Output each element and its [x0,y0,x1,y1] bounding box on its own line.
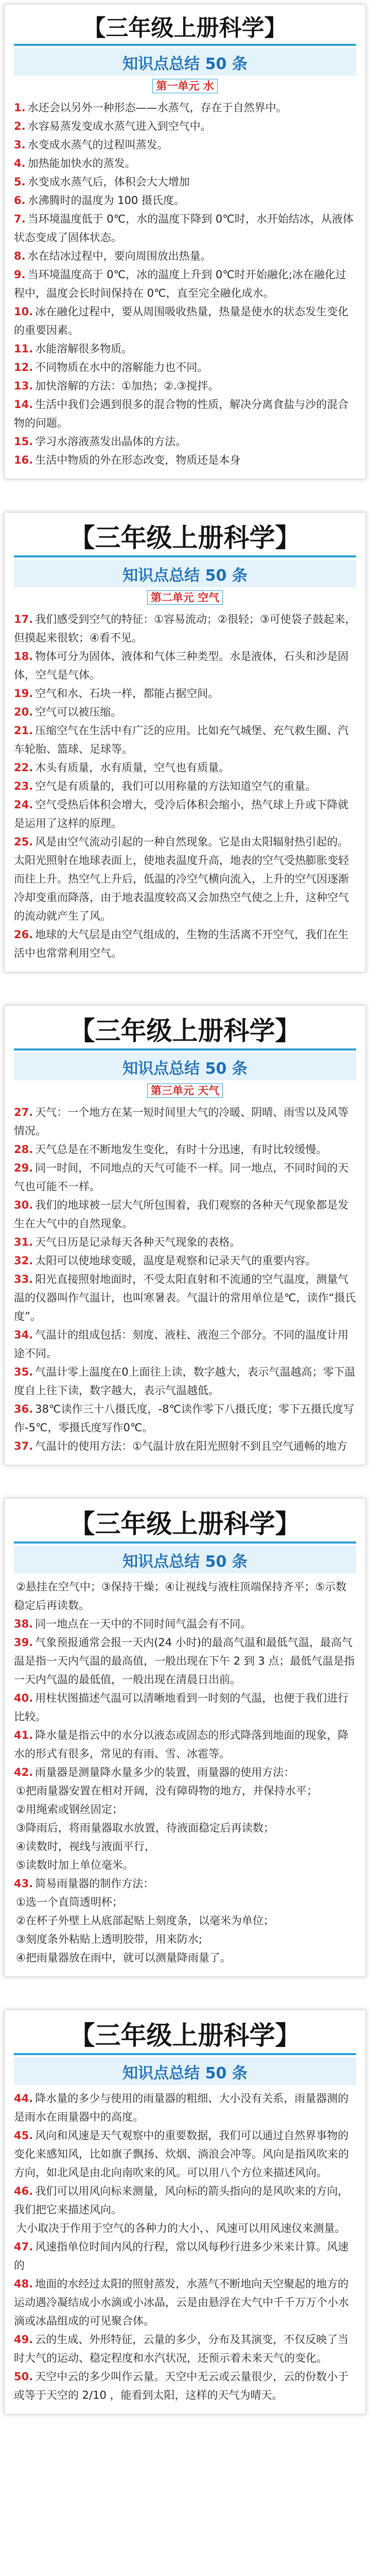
item-number: 23. [14,780,33,793]
item-text: 风向和风速是天气观察中的重要数据，我们可以通过自然界事物的变化来感知风，比如旗子飘扬、炊烟、淌浪会冲等。风向是指风吹来的方向，如北风是由北向南吹来的风。可以用八个方位来描述风向。 [14,2129,349,2179]
item-number: 36. [14,1403,33,1416]
item-number: 30. [14,1199,33,1212]
item-number: 13. [14,380,33,393]
item-text: 天气日历是记录每天各种天气现象的表格。 [35,1236,241,1249]
unit-heading [14,1080,356,1103]
list-item [14,340,356,358]
list-item [14,1251,356,1270]
item-text: 风速指单位时间内风的行程，常以风每秒行进多少米来计算。风速的 [14,2241,349,2272]
item-text: ②用绳索或钢丝固定； [16,1803,123,1816]
item-text: 我们感受到空气的特征：①容易流动；②很轻；③可使袋子鼓起来，但摸起来很软；④看不见。 [14,613,356,645]
item-text: 同一地点在一天中的不同时间气温会有不同。 [35,1618,252,1631]
item-text: ④读数时，视线与液面平行， [16,1840,155,1853]
list-item [14,1400,356,1437]
list-item [14,1930,356,1948]
list-item [14,1140,356,1159]
item-text: 不同物质在水中的溶解能力也不同。 [35,361,208,374]
item-text: 水还会以另外一种形态——水蒸气，存在于自然界中。 [27,101,287,114]
item-text: 我们的地球被一层大气所包围着，我们观察的各种天气现象都是发生在大气中的自然现象。 [14,1199,349,1230]
item-text: 物体可分为固体、液体和气体三种类型。水是液体，石头和沙是固体，空气是气体。 [14,650,349,682]
card-gap [0,972,370,1005]
item-text: 气温计的组成包括：刻度、液柱、液泡三个部分。不同的温度计用途不同。 [14,1329,349,1360]
item-number: 6. [14,194,26,207]
list-item [14,1233,356,1251]
item-text: 气温计零上温度在0上面往上读，数字越大，表示气温越高；零下温度自上往下读，数字越大，表示气温越低。 [14,1366,356,1397]
item-text: 降水量的多少与使用的雨量器的粗细、大小没有关系，雨量器测的是雨水在雨量器中的高度。 [14,2092,349,2124]
item-text: 同一时间，不同地点的天气可能不一样。同一地点，不同时间的天气也可能不一样。 [14,1162,349,1193]
item-text: 风是由空气流动引起的一种自然现象。它是由太阳辐射热引起的。太阳光照射在地球表面上，使地表温度升高，地表的空气受热膨胀变轻而往上升。热空气上升后，低温的冷空气横向流入，上升的空气因逐渐冷却变重而降落，由于地表温度较高又会加热空气使之上升，这种空气的流动就产生了风。 [14,836,349,923]
item-text: 空气和水、石块一样，都能占据空间。 [35,687,219,700]
item-text: 天气：一个地方在某一短时间里大气的冷暖、阴晴、雨雪以及风等情况。 [14,1106,349,1138]
list-item [14,1270,356,1326]
item-text: 空气是有质量的，我们可以用称量的方法知道空气的重量。 [35,780,316,793]
list-item [14,210,356,247]
knowledge-list [14,610,356,962]
item-text: 空气可以被压缩。 [35,706,122,719]
item-text: 空气受热后体积会增大，受冷后体积会缩小，热气球上升或下降就是运用了这样的原理。 [14,799,349,830]
unit-label: 第二单元 空气 [147,590,223,605]
item-number: 44. [14,2092,33,2105]
list-item [14,1615,356,1633]
item-text: 天气总是在不断地发生变化，有时十分迅速，有时比较缓慢。 [35,1143,327,1156]
item-text: 地球的大气层是由空气组成的，生物的生活离不开空气，我们在生活中也常常利用空气。 [14,928,349,960]
item-number: 1. [14,101,26,114]
card-subtitle: 知识点总结 50 条 [14,1053,356,1080]
item-number: 11. [14,343,33,355]
list-item [14,1326,356,1363]
list-item [14,647,356,684]
unit-label: 第三单元 天气 [147,1083,223,1098]
item-number: 31. [14,1236,33,1249]
list-item [14,154,356,173]
item-number: 8. [14,250,26,263]
item-text: ②在杯子外壁上从底部起贴上刻度条，以毫米为单位； [16,1914,274,1927]
list-item [14,1159,356,1196]
list-item [14,173,356,191]
card-title: 【三年级上册科学】 [14,524,356,557]
list-item [14,432,356,451]
item-number: 15. [14,435,33,448]
item-number: 25. [14,836,33,849]
item-number: 7. [14,213,26,226]
item-text: 气象预报通常会报一天内(24 小时)的最高气温和最低气温，最高气温是指一天内气温的最高值，一般出现在下午 2 到 3 点；最低气温是指一天内气温的最低值，一般出现在清晨日出前。 [14,1636,355,1686]
list-item [14,721,356,758]
item-number: 2. [14,120,26,133]
item-text: ④把雨量器放在雨中，就可以测量降雨量了。 [16,1952,231,1964]
item-text: 用柱状图描述气温可以清晰地看到一时刻的气温，也便于我们进行比较。 [14,1692,349,1723]
item-text: 雨量器是测量降水量多少的装置，雨量器的使用方法： [35,1766,295,1779]
item-text: ②悬挂在空气中；③保持干燥；④让视线与液柱顶端保持齐平；⑤示数稳定后再读数。 [14,1581,347,1612]
item-number: 33. [14,1273,33,1286]
item-text: 阳光直接照射地面时，不受太阳直射和不流通的空气温度，测量气温的仪器叫作气温计，也叫寒暑表。气温计的常用单位是℃，读作“摄氏度”。 [14,1273,356,1323]
list-item [14,1856,356,1874]
item-number: 19. [14,687,33,700]
item-number: 24. [14,799,33,811]
item-text: 加热能加快水的蒸发。 [27,157,136,170]
item-number: 16. [14,454,33,467]
list-item [14,358,356,377]
item-text: 当环境温度低于 0℃，水的温度下降到 0℃时，水开始结冰，从液体状态变成了固体状态。 [14,213,354,244]
list-item [14,1578,356,1615]
list-item [14,247,356,265]
item-number: 34. [14,1329,33,1342]
item-number: 49. [14,2333,33,2346]
item-number: 35. [14,1366,33,1379]
item-text: 地面的水经过太阳的照射蒸发，水蒸气不断地向天空聚起的地方的运动遇冷凝结成小水滴或小冰晶，云是由悬浮在大气中千千万万个小水滴或冰晶组成的可见聚合体。 [14,2278,349,2328]
card-title: 【三年级上册科学】 [14,16,356,46]
item-text: 天空中云的多少叫作云量。天空中无云或云量很少，云的份数小于或等于天空的 2/10 ，能看到太阳，这样的天气为晴天。 [14,2370,349,2402]
card-title: 【三年级上册科学】 [14,2022,356,2055]
card-subtitle: 知识点总结 50 条 [14,560,356,587]
item-number: 42. [14,1766,33,1779]
list-item [14,1196,356,1233]
list-item [14,117,356,135]
list-item [14,2238,356,2275]
item-number: 45. [14,2129,33,2142]
item-text: 水在结冰过程中，要向周围放出热量。 [27,250,212,263]
item-number: 22. [14,761,33,774]
unit-heading [14,587,356,610]
item-number: 29. [14,1162,33,1175]
item-text: 气温计的使用方法：①气温计放在阳光照射不到且空气通畅的地方 [35,1440,348,1453]
item-text: 太阳可以使地球变暖，温度是观察和记录天气的重要内容。 [35,1255,316,1267]
item-text: 加快溶解的方法：①加热；②.③搅拌。 [35,380,219,393]
list-item [14,758,356,777]
list-item [14,1689,356,1726]
list-item [14,1837,356,1856]
list-item [14,302,356,340]
item-number: 47. [14,2241,33,2253]
item-number: 26. [14,928,33,941]
item-number: 21. [14,724,33,737]
list-item [14,777,356,795]
item-number: 4. [14,157,26,170]
item-text: 我们可以用风向标来测量，风向标的箭头指向的是风吹来的方向，我们把它来描述风向。 [14,2185,349,2216]
item-number: 14. [14,398,33,411]
unit-label: 第一单元 水 [152,79,217,93]
card-subtitle: 知识点总结 50 条 [14,2057,356,2085]
card-subtitle: 知识点总结 50 条 [14,1546,356,1573]
item-number: 48. [14,2278,33,2291]
list-item [14,703,356,721]
card-gap [0,1977,370,2010]
list-item [14,925,356,962]
list-item [14,451,356,469]
item-number: 37. [14,1440,33,1453]
knowledge-list [14,98,356,469]
item-text: 大小取决于作用于空气的各种力的大小，、风速可以用风速仪来测量。 [16,2222,346,2235]
item-text: 水容易蒸发变成水蒸气进入到空气中。 [27,120,212,133]
unit-heading [14,76,356,98]
knowledge-list [14,2089,356,2404]
item-number: 46. [14,2185,33,2198]
item-text: 木头有质量，水有质量，空气也有质量。 [35,761,230,774]
item-number: 9. [14,268,26,281]
list-item [14,98,356,117]
item-text: 生活中物质的外在形态改变，物质还是本身 [35,454,241,467]
item-text: 压缩空气在生活中有广泛的应用。比如充气城堡、充气救生圈、汽车轮胎、篮球、足球等。 [14,724,349,756]
knowledge-card-5 [4,2010,366,2414]
item-number: 43. [14,1877,33,1890]
list-item [14,2219,356,2238]
list-item [14,1782,356,1800]
item-text: 冰在融化过程中，要从周围吸收热量，热量是使水的状态发生变化的重要因素。 [14,306,349,337]
knowledge-list [14,1578,356,1967]
knowledge-card-1 [4,4,366,479]
list-item [14,1874,356,1893]
item-number: 27. [14,1106,33,1119]
item-number: 40. [14,1692,33,1705]
item-number: 12. [14,361,33,374]
card-gap [0,1465,370,1498]
card-gap [0,479,370,512]
list-item [14,684,356,703]
knowledge-card-4 [4,1498,366,1977]
item-text: ③降雨后，将雨量器取水放置，待液面稳定后再读数； [16,1822,274,1835]
item-text: 当环境温度高于 0℃，冰的温度上升到 0℃时开始融化;冰在融化过程中，温度会长时间保持在 0℃，直至完全融化成水。 [14,268,346,300]
list-item [14,135,356,154]
item-number: 18. [14,650,33,663]
list-item [14,265,356,302]
list-item [14,1363,356,1400]
knowledge-card-3 [4,1005,366,1465]
list-item [14,2330,356,2367]
item-text: 降水量是指云中的水分以液态或固态的形式降落到地面的现象，降水的形式有很多，常见的有雨、雪、冰雹等。 [14,1729,349,1760]
item-number: 3. [14,139,26,151]
list-item [14,191,356,210]
item-number: 10. [14,306,33,318]
item-number: 20. [14,706,33,719]
card-title: 【三年级上册科学】 [14,1017,356,1050]
item-text: ③刻度条外粘贴上透明胶带，用来防水; [16,1933,202,1946]
item-number: 41. [14,1729,33,1742]
item-number: 32. [14,1255,33,1267]
card-subtitle: 知识点总结 50 条 [14,48,356,76]
list-item [14,2182,356,2219]
item-number: 5. [14,176,26,189]
item-text: 水沸腾时的温度为 100 摄氏度。 [27,194,185,207]
list-item [14,1726,356,1763]
list-item [14,1948,356,1967]
item-number: 39. [14,1636,33,1649]
item-text: 简易雨量器的制作方法： [35,1877,154,1890]
list-item [14,1633,356,1689]
knowledge-card-2 [4,512,366,972]
item-text: 学习水溶液蒸发出晶体的方法。 [35,435,187,448]
list-item [14,2089,356,2126]
knowledge-list [14,1103,356,1455]
item-text: 生活中我们会遇到很多的混合物的性质，解决分离食盐与沙的混合物的问题。 [14,398,349,430]
list-item [14,1437,356,1455]
list-item [14,2367,356,2404]
list-item [14,795,356,833]
list-item [14,1103,356,1140]
item-text: ①把雨量器安置在相对开阔，没有障碍物的地方，并保持水平； [16,1785,318,1798]
list-item [14,833,356,925]
list-item [14,1893,356,1911]
list-item [14,610,356,647]
list-item [14,1911,356,1930]
list-item [14,2275,356,2330]
item-text: ①选一个直筒透明杯； [16,1896,123,1909]
item-text: 云的生成、外形特征，云量的多少，分布及其演变，不仅反映了当时大气的运动、稳定程度和水汽状况，还预示着未来天气的变化。 [14,2333,349,2365]
list-item [14,1819,356,1837]
list-item [14,395,356,432]
card-title: 【三年级上册科学】 [14,1510,356,1544]
item-text: 水能溶解很多物质。 [35,343,133,355]
item-text: 38℃读作三十八摄氏度，-8℃读作零下八摄氏度；零下五摄氏度写作-5℃，零摄氏度写作0℃。 [14,1403,355,1434]
item-text: 水变成水蒸气后，体积会大大增加 [27,176,190,189]
list-item [14,1763,356,1782]
item-number: 38. [14,1618,33,1631]
list-item [14,377,356,395]
list-item [14,1800,356,1819]
item-number: 50. [14,2370,33,2383]
item-text: ⑤读数时加上单位毫米。 [16,1859,134,1872]
item-number: 28. [14,1143,33,1156]
list-item [14,2126,356,2182]
item-text: 水变成水蒸气的过程叫蒸发。 [27,139,168,151]
item-number: 17. [14,613,33,626]
